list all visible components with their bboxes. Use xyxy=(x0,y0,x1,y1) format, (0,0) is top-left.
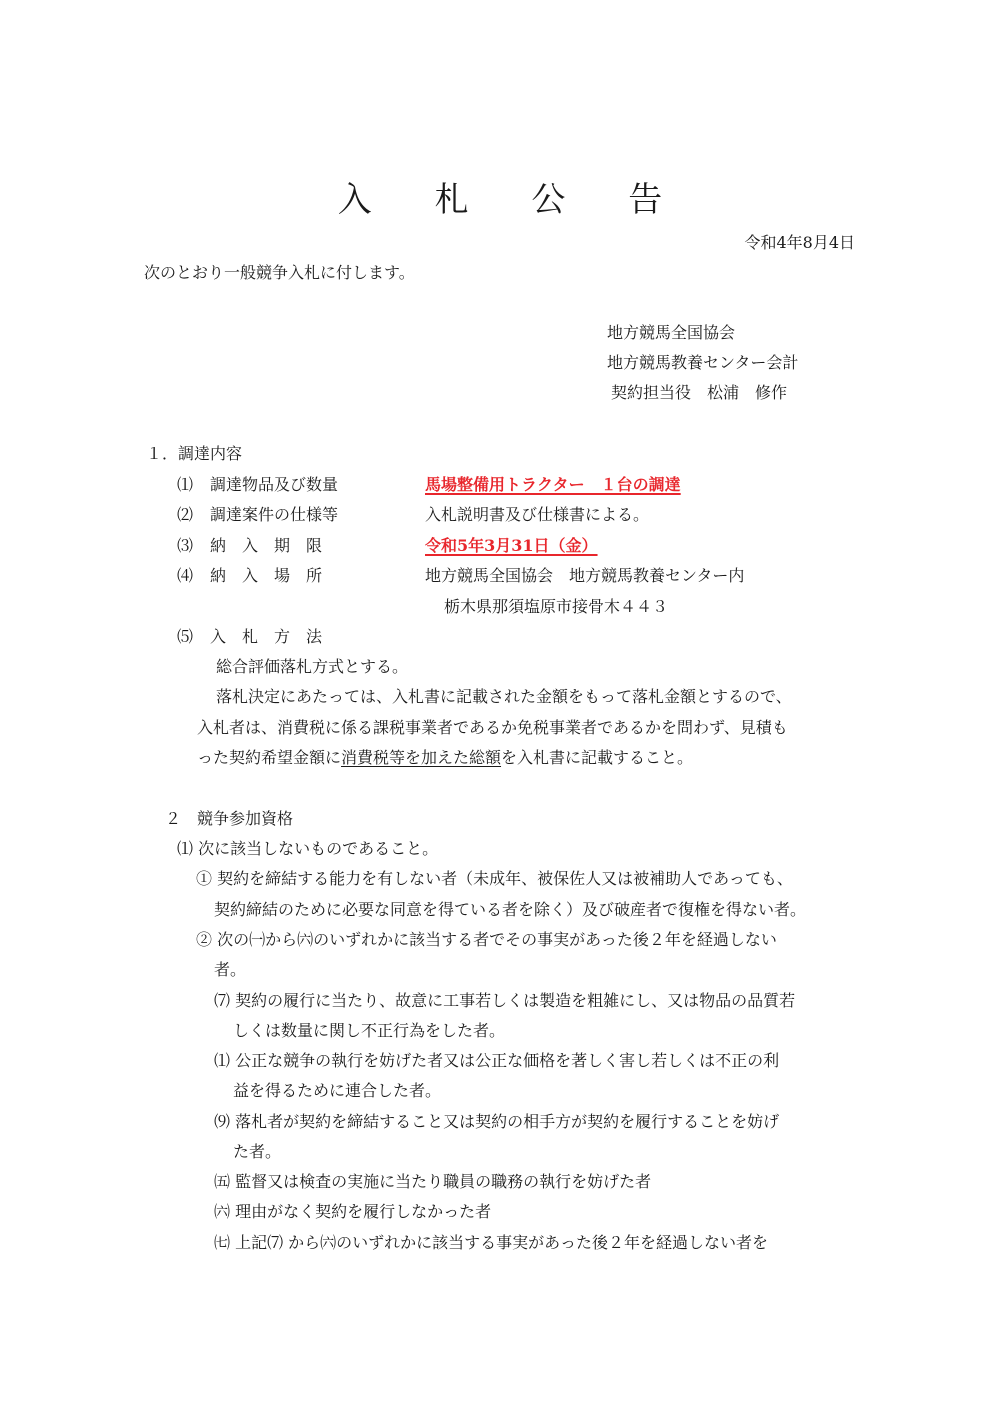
item-1-3-label: 納 入 期 限 xyxy=(210,536,323,555)
item-1-1-number: ⑴ xyxy=(177,475,194,494)
item-1-2-number: ⑵ xyxy=(177,505,194,524)
item-1-2-value: 入札説明書及び仕様書による。 xyxy=(425,505,650,524)
sub-item-d: ㈤ 監督又は検査の実施に当たり職員の職務の執行を妨げた者 xyxy=(214,1172,652,1191)
issuer-org: 地方競馬全国協会 xyxy=(607,323,736,342)
sub-item-a-line-2: しくは数量に関し不正行為をした者。 xyxy=(233,1021,506,1040)
item-1-4-label: 納 入 場 所 xyxy=(210,566,323,585)
issuer-dept: 地方競馬教養センター会計 xyxy=(607,353,799,372)
item-1-4-address: 栃木県那須塩原市接骨木４４３ xyxy=(444,597,669,616)
sub-item-b-line-2: 益を得るために連合した者。 xyxy=(233,1081,442,1100)
item-2-1-2-line-1: ② 次の㈠から㈥のいずれかに該当する者でその事実があった後２年を経過しない xyxy=(196,930,777,949)
item-1-4-value: 地方競馬全国協会 地方競馬教養センター内 xyxy=(425,566,745,585)
item-1-5-number: ⑸ xyxy=(177,627,194,646)
item-1-1-label: 調達物品及び数量 xyxy=(210,475,339,494)
item-1-2-label: 調達案件の仕様等 xyxy=(210,505,339,524)
document-date: 令和4年8月4日 xyxy=(744,233,855,252)
item-2-1: ⑴ 次に該当しないものであること。 xyxy=(177,839,439,858)
sub-item-c-line-2: た者。 xyxy=(233,1142,282,1161)
item-1-5-label: 入 札 方 法 xyxy=(210,627,323,646)
note-line-3-prefix: った契約希望金額に xyxy=(197,748,342,767)
item-1-5-note-line-2: 入札者は、消費税に係る課税事業者であるか免税事業者であるかを問わず、見積も xyxy=(197,718,788,737)
intro-text: 次のとおり一般競争入札に付します。 xyxy=(144,263,415,282)
item-2-1-1-line-1: ① 契約を締結する能力を有しない者（未成年、被保佐人又は被補助人であっても、 xyxy=(196,869,793,888)
item-1-4-number: ⑷ xyxy=(177,566,194,585)
item-1-5-note-line-3 xyxy=(197,748,693,768)
sub-item-b-line-1: ⑴ 公正な競争の執行を妨げた者又は公正な価格を著しく害し若しくは不正の利 xyxy=(214,1051,780,1070)
item-1-3-number: ⑶ xyxy=(177,536,194,555)
item-2-1-2-line-2: 者。 xyxy=(214,960,247,979)
note-line-3-underlined: 消費税等を加えた総額 xyxy=(341,748,502,767)
note-line-3-suffix: を入札書に記載すること。 xyxy=(501,748,694,767)
item-1-5-method: 総合評価落札方式とする。 xyxy=(216,657,409,676)
sub-item-e: ㈥ 理由がなく契約を履行しなかった者 xyxy=(214,1202,492,1221)
item-1-5-note-line-1: 落札決定にあたっては、入札書に記載された金額をもって落札金額とするので、 xyxy=(216,687,792,706)
item-2-1-1-line-2: 契約締結のために必要な同意を得ている者を除く）及び破産者で復権を得ない者。 xyxy=(214,900,807,919)
sub-item-f: ㈦ 上記⑺ から㈥のいずれかに該当する事実があった後２年を経過しない者を xyxy=(214,1233,769,1252)
document-title: 入 札 公 告 xyxy=(337,180,689,220)
sub-item-c-line-1: ⑼ 落札者が契約を締結すること又は契約の相手方が契約を履行することを妨げ xyxy=(214,1112,780,1131)
sub-item-a-line-1: ⑺ 契約の履行に当たり、故意に工事若しくは製造を粗雑にし、又は物品の品質若 xyxy=(214,991,796,1010)
section-1-heading: １．調達内容 xyxy=(146,444,243,463)
item-1-1-value: 馬場整備用トラクター １台の調達 xyxy=(425,475,681,494)
issuer-person: 契約担当役 松浦 修作 xyxy=(611,383,788,402)
section-2-heading: ２ 競争参加資格 xyxy=(165,809,294,828)
item-1-3-value: 令和5年3月31日（金） xyxy=(425,536,598,555)
